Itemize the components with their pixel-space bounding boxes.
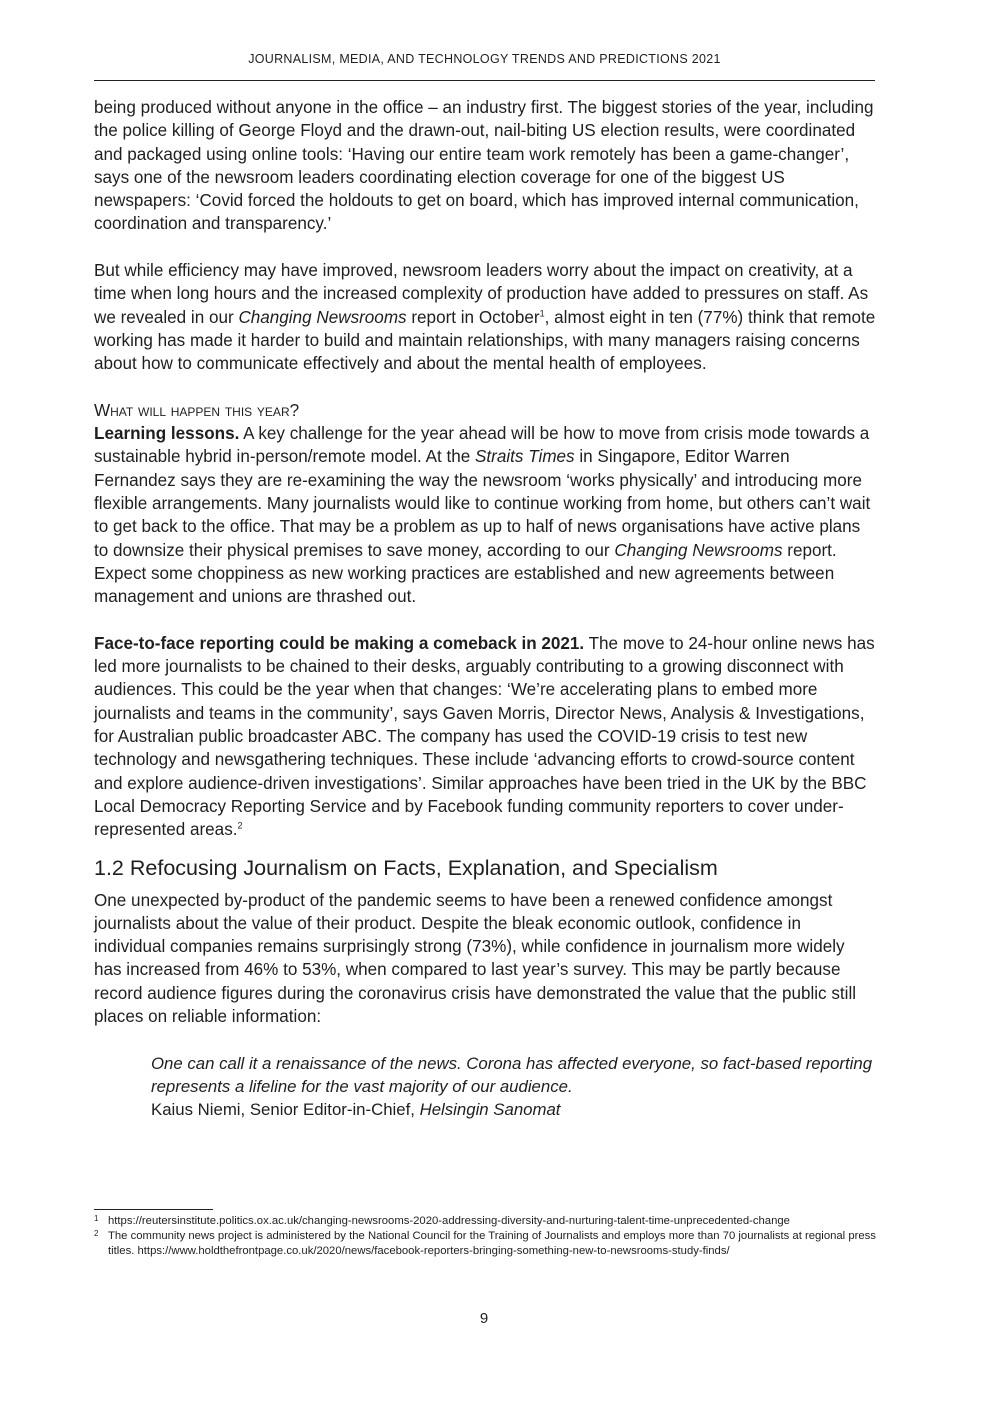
- paragraph-text: A key challenge for the year ahead will be how to move from crisis mode towards a sustainable hybrid in-person/remote model. At the: [94, 424, 870, 467]
- page-number: 9: [479, 1310, 489, 1327]
- paragraph-creativity-concerns: [94, 259, 876, 375]
- footnote: [94, 1214, 876, 1229]
- paragraph-confidence: One unexpected by-product of the pandemic seems to have been a renewed confidence amongst journalists about the value of their product. Despite the bleak economic outlook, confidence in individual companies remains surprisingly strong (73%), while confidence in journalism more widely has increased from 46% to 53%, when compared to last year’s survey. This may be partly because record audience figures during the coronavirus crisis have demonstrated the value that the public still places on reliable information:: [94, 890, 857, 1026]
- footnote-text[interactable]: The community news project is administered by the National Council for the Training of Journalists and employs more than 70 journalists at regional press titles. https://www.holdthefrontpage.co.uk/2020/news/facebook-reporters-bringing-something-new-to-newsrooms-study-finds/: [108, 1230, 876, 1258]
- footnote-mark: 2: [94, 1229, 99, 1239]
- report-title: Changing Newsrooms: [614, 540, 783, 560]
- block-quote: [151, 1052, 876, 1122]
- paragraph-text: report in October: [406, 307, 540, 327]
- quote-publication: Helsingin Sanomat: [419, 1100, 561, 1120]
- quote-attribution: Kaius Niemi, Senior Editor-in-Chief,: [151, 1100, 420, 1120]
- quote-text: One can call it a renaissance of the news. Corona has affected everyone, so fact-based reporting represents a lifeline for the vast majority of our audience.: [151, 1053, 873, 1096]
- footnote-divider: [94, 1209, 213, 1210]
- publication-name: Straits Times: [475, 447, 575, 467]
- footnote-ref-2[interactable]: 2: [237, 820, 243, 831]
- footnote-text[interactable]: https://reutersinstitute.politics.ox.ac.uk/changing-newsrooms-2020-addressing-diversity-and-nurturing-talent-time-unprecedented-change: [108, 1215, 790, 1227]
- footnote-mark: 1: [94, 1214, 99, 1223]
- paragraph-text: report. Expect some choppiness as new working practices are established and new agreements between management and unions are thrashed out.: [94, 540, 837, 607]
- footnote: [94, 1229, 876, 1259]
- paragraph-text: But while efficiency may have improved, newsroom leaders worry about the impact on creativity, at a time when long hours and the increased complexity of production have added to pressures on staff. As we revealed in our: [94, 261, 869, 327]
- lead-in-bold: Learning lessons.: [94, 424, 240, 444]
- footnote-ref-1[interactable]: 1: [539, 307, 545, 318]
- lead-in-bold: Face-to-face reporting could be making a comeback in 2021.: [94, 633, 585, 653]
- paragraph-text: The move to 24-hour online news has led more journalists to be chained to their desks, arguably contributing to a growing disconnect with audiences. This could be the year when that changes: ‘We’re accelerating plans to embed more journalists and teams in the community’, says Gaven Morris, Director News, Analysis & Investigations, for Australian public broadcaster ABC. The company has used the COVID-19 crisis to test new technology and newsgathering techniques. These include ‘advancing efforts to crowd-source content and explore audience-driven investigations’. Similar approaches have been tried in the UK by the BBC Local Democracy Reporting Service and by Facebook funding community reporters to cover under-represented areas.: [94, 633, 875, 840]
- paragraph-learning-lessons: [94, 422, 876, 608]
- paragraph-text: , almost eight in ten (77%) think that remote working has made it harder to build and maintain relationships, with many managers raising concerns about how to communicate effectively and about the mental health of employees.: [94, 307, 876, 374]
- footnotes: [94, 1214, 876, 1259]
- subhead-what-will-happen: What will happen this year?: [94, 400, 300, 420]
- report-title: Changing Newsrooms: [238, 307, 407, 327]
- section-heading: 1.2 Refocusing Journalism on Facts, Explanation, and Specialism: [94, 855, 718, 880]
- paragraph-remote-work: being produced without anyone in the office – an industry first. The biggest stories of the year, including the police killing of George Floyd and the drawn-out, nail-biting US election results, were coordinated and packaged using online tools: ‘Having our entire team work remotely has been a game-changer’, says one of the newsroom leaders coordinating election coverage for one of the biggest US newspapers: ‘Covid forced the holdouts to get on board, which has improved internal communication, coordination and transparency.’: [94, 98, 874, 234]
- paragraph-face-to-face: [94, 632, 876, 842]
- header-divider: [94, 80, 875, 81]
- main-body: [94, 96, 876, 1121]
- running-header: JOURNALISM, MEDIA, AND TECHNOLOGY TRENDS AND PREDICTIONS 2021: [248, 52, 721, 66]
- paragraph-text: in Singapore, Editor Warren Fernandez says they are re-examining the way the newsroom ‘works physically’ and introducing more flexible arrangements. Many journalists would like to continue working from home, but others can’t wait to get back to the office. That may be a problem as up to half of news organisations have active plans to downsize their physical premises to save money, according to our: [94, 447, 871, 560]
